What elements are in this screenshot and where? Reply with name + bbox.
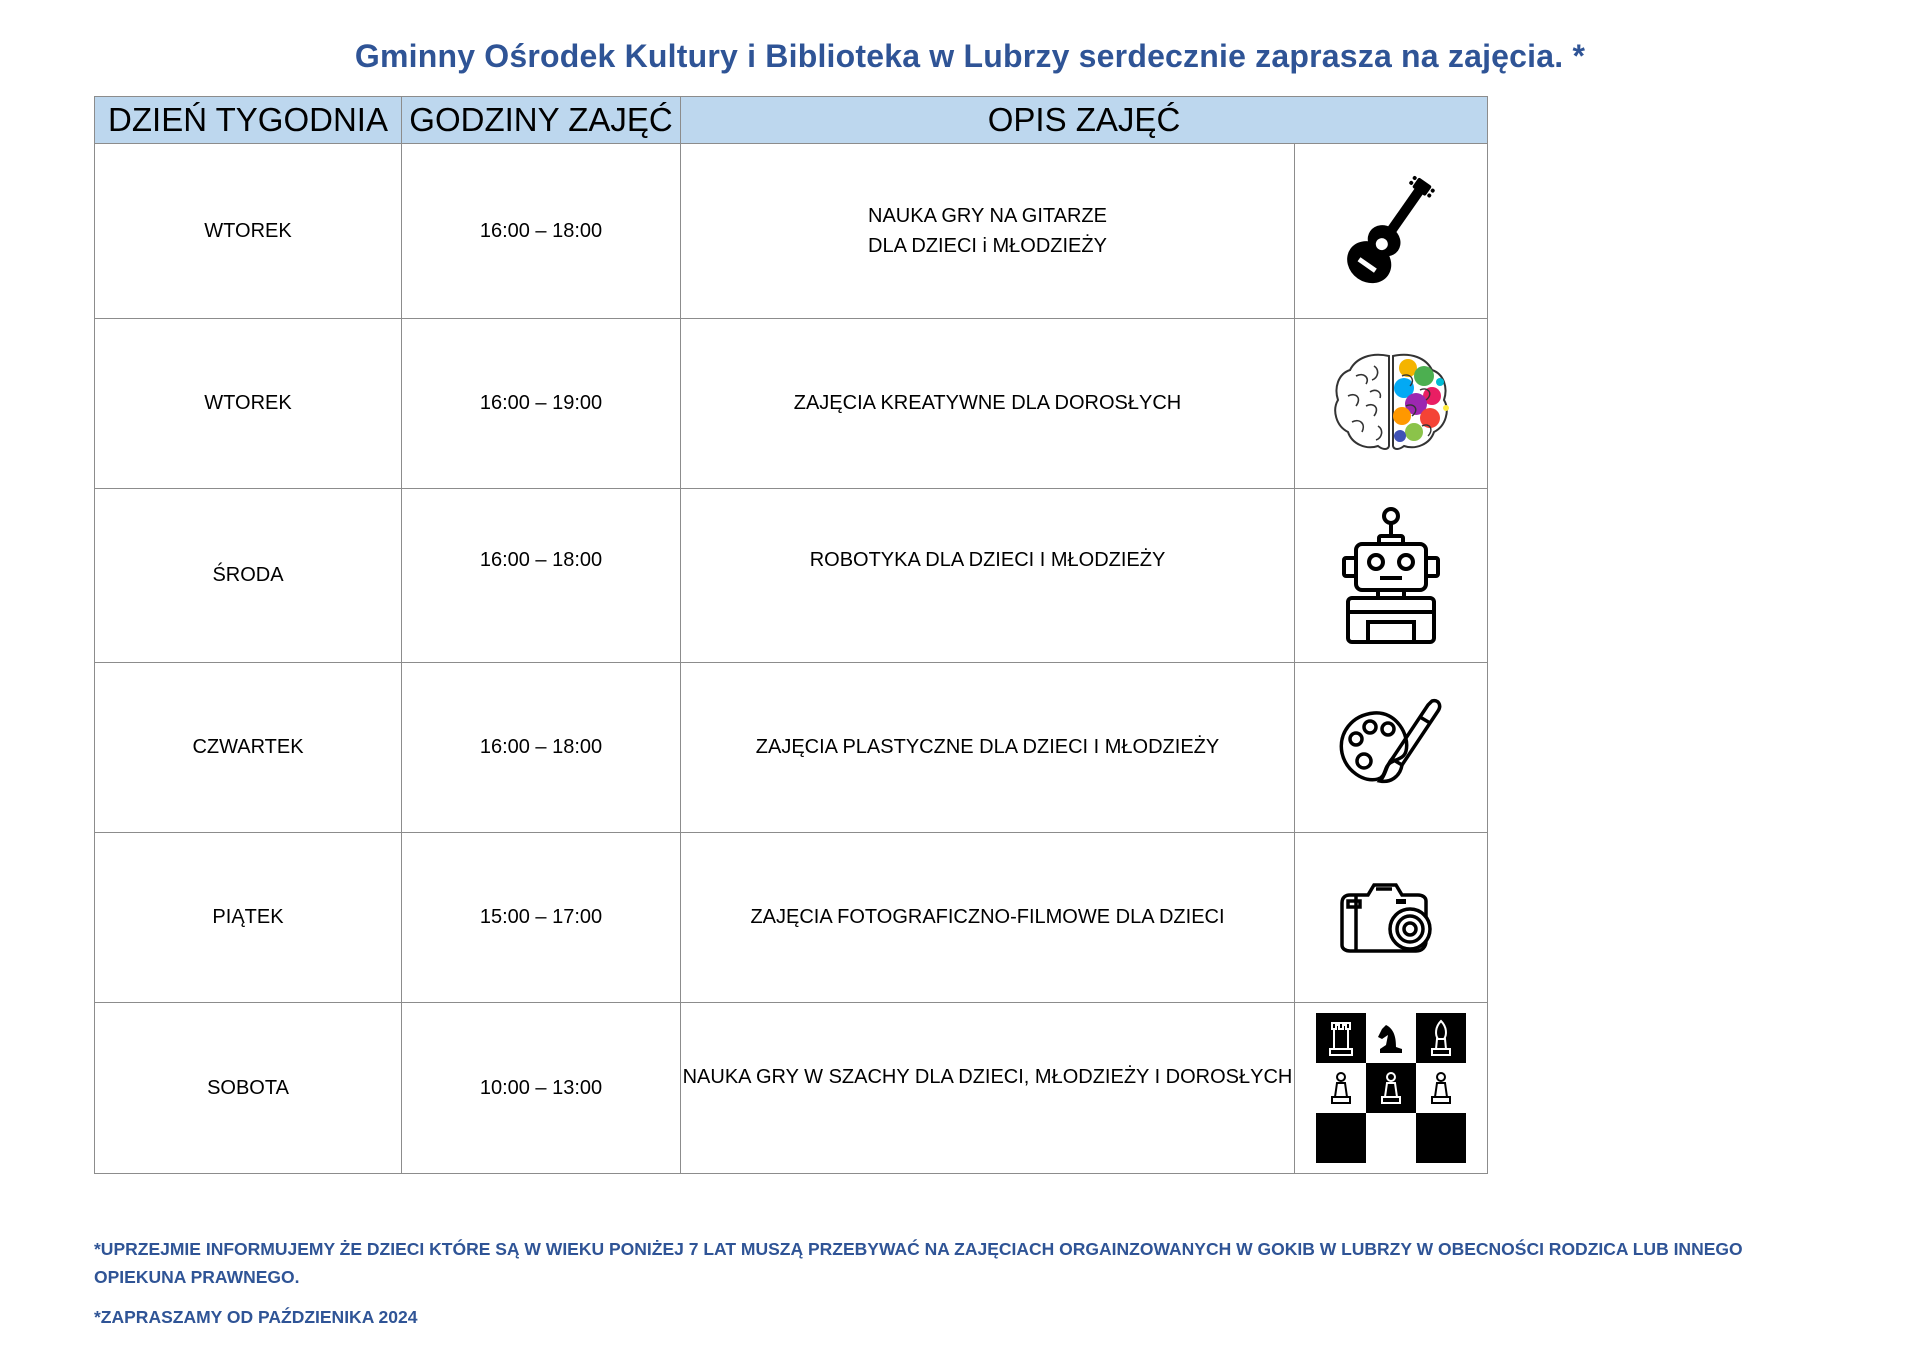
description-cell: ZAJĘCIA PLASTYCZNE DLA DZIECI I MŁODZIEŻY	[681, 663, 1295, 833]
description-text: ROBOTYKA DLA DZIECI I MŁODZIEŻY	[809, 549, 1166, 571]
hours-cell	[402, 489, 681, 663]
day-cell: PIĄTEK	[95, 833, 402, 1003]
hours-cell: 16:00 – 19:00	[402, 319, 681, 489]
day-cell: ŚRODA	[95, 489, 402, 663]
day-cell: WTOREK	[95, 144, 402, 319]
schedule-table	[94, 96, 1488, 1174]
header-hours: GODZINY ZAJĘĆ	[402, 97, 681, 144]
hours-cell: 16:00 – 18:00	[402, 144, 681, 319]
colorful-brain-icon	[1326, 346, 1456, 461]
hours-cell: 16:00 – 18:00	[402, 663, 681, 833]
table-row	[95, 319, 1488, 489]
table-row	[95, 833, 1488, 1003]
description-line: DLA DZIECI i MŁODZIEŻY	[868, 235, 1107, 257]
table-row	[95, 144, 1488, 319]
description-cell	[681, 144, 1295, 319]
day-cell: CZWARTEK	[95, 663, 402, 833]
guitar-icon	[1331, 171, 1451, 291]
hours-cell: 15:00 – 17:00	[402, 833, 681, 1003]
description-cell: ZAJĘCIA KREATYWNE DLA DOROSŁYCH	[681, 319, 1295, 489]
description-text: NAUKA GRY W SZACHY DLA DZIECI, MŁODZIEŻY I DOROSŁYCH	[682, 1065, 1293, 1088]
footnote-start-date: *ZAPRASZAMY OD PAŹDZIENIKA 2024	[94, 1307, 418, 1327]
table-row	[95, 489, 1488, 663]
icon-cell	[1295, 833, 1488, 1003]
icon-cell	[1295, 1003, 1488, 1174]
paint-palette-icon	[1334, 695, 1449, 800]
page-title: Gminny Ośrodek Kultury i Biblioteka w Lubrzy serdecznie zaprasza na zajęcia. *	[354, 38, 1586, 74]
icon-cell	[1295, 144, 1488, 319]
day-cell: WTOREK	[95, 319, 402, 489]
hours-text: 16:00 – 18:00	[479, 549, 603, 571]
camera-icon	[1336, 873, 1446, 963]
robot-icon	[1336, 506, 1446, 646]
day-cell: SOBOTA	[95, 1003, 402, 1174]
icon-cell	[1295, 489, 1488, 663]
description-cell: ZAJĘCIA FOTOGRAFICZNO-FILMOWE DLA DZIECI	[681, 833, 1295, 1003]
description-cell	[681, 489, 1295, 663]
icon-cell	[1295, 319, 1488, 489]
table-header-row	[95, 97, 1488, 144]
description-cell	[681, 1003, 1295, 1174]
header-day: DZIEŃ TYGODNIA	[95, 97, 402, 144]
hours-cell: 10:00 – 13:00	[402, 1003, 681, 1174]
table-row	[95, 663, 1488, 833]
chessboard-icon	[1316, 1013, 1466, 1163]
table-row	[95, 1003, 1488, 1174]
description-line: NAUKA GRY NA GITARZE	[868, 205, 1107, 227]
footnote-parental-notice: *UPRZEJMIE INFORMUJEMY ŻE DZIECI KTÓRE SĄ W WIEKU PONIŻEJ 7 LAT MUSZĄ PRZEBYWAĆ NA ZAJĘCIACH ORGAINZOWANYCH W GOKIB W LUBRZY W OBECNOŚCI RODZICA LUB INNEGO OPIEKUNA PRAWNEGO.	[94, 1239, 1743, 1287]
header-description: OPIS ZAJĘĆ	[681, 97, 1488, 144]
icon-cell	[1295, 663, 1488, 833]
